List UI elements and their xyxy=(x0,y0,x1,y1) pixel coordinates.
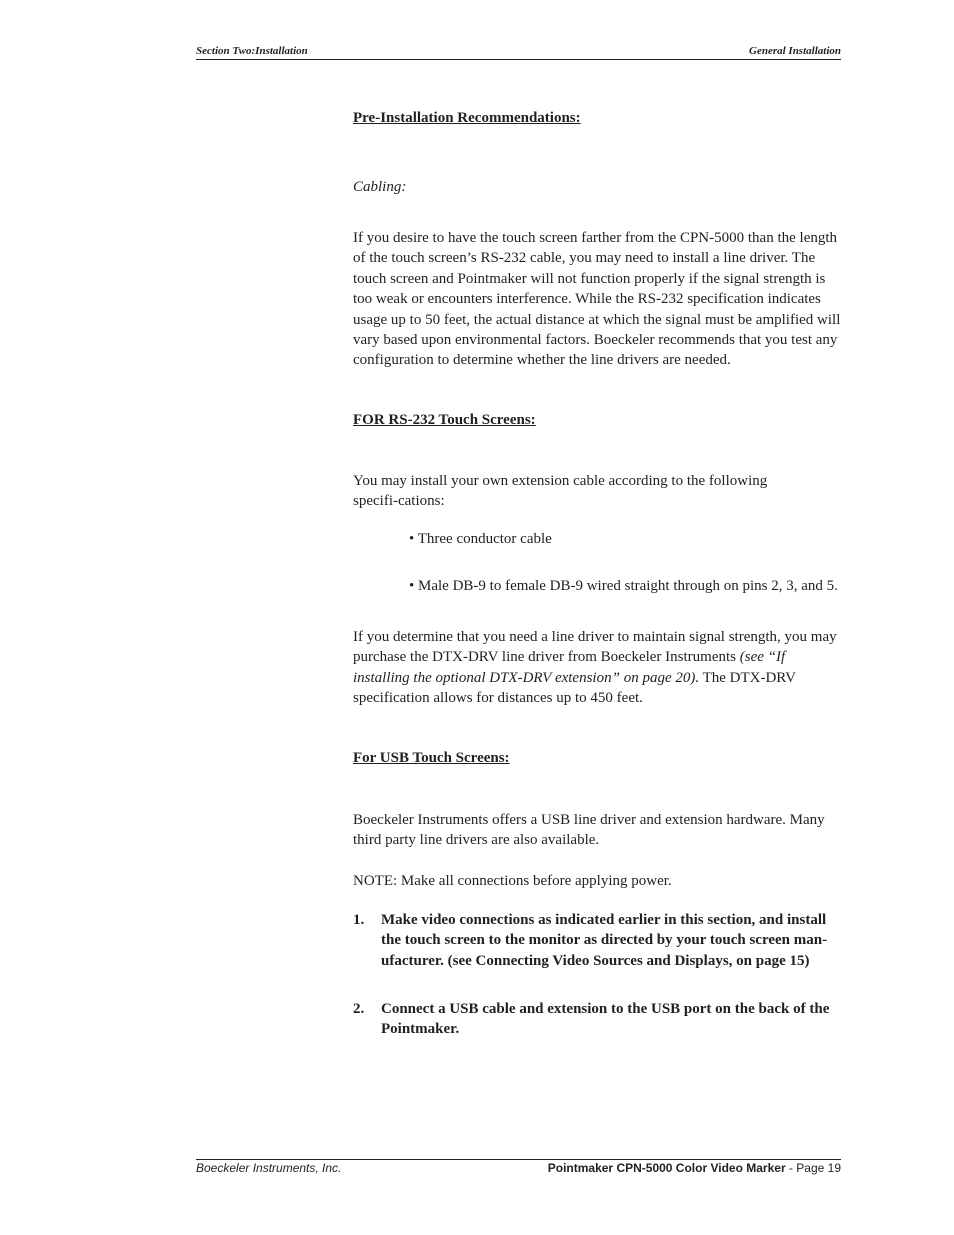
footer-company: Boeckeler Instruments, Inc. xyxy=(196,1161,342,1175)
bullet-item: • Male DB-9 to female DB-9 wired straight through on pins 2, 3, and 5. xyxy=(409,578,838,594)
cross-reference-link[interactable]: (see “If installing the optional DTX-DRV extension” on page 20). xyxy=(353,649,786,686)
footer-product-name: Pointmaker CPN-5000 Color Video Marker xyxy=(547,1161,786,1175)
header-section-title: Section Two:Installation xyxy=(196,45,308,57)
step-number: 2. xyxy=(353,1001,365,1017)
note-text: NOTE: Make all connections before applying power. xyxy=(353,873,672,889)
line-driver-text: If you determine that you need a line driver to maintain signal strength, you may purchase the DTX-DRV line driver from Boeckeler Instruments xyxy=(353,629,837,666)
paragraph-rs232: You may install your own extension cable according to the following specifi-cations: xyxy=(353,473,768,510)
subheading-cabling: Cabling: xyxy=(353,179,407,195)
footer-page-info xyxy=(548,1161,841,1175)
page-footer xyxy=(196,1159,841,1175)
step-text: Connect a USB cable and extension to the USB port on the back of the Pointmaker. xyxy=(381,1001,830,1038)
heading-rs232-touch-screens: FOR RS-232 Touch Screens: xyxy=(353,412,536,428)
page-header xyxy=(196,44,841,60)
heading-usb-touch-screens: For USB Touch Screens: xyxy=(353,750,510,766)
footer-page-number: - Page 19 xyxy=(785,1161,841,1175)
step-item xyxy=(353,910,845,971)
line-driver-text-end: The DTX-DRV specification allows for distances up to 450 feet. xyxy=(353,669,796,707)
paragraph-usb: Boeckeler Instruments offers a USB line driver and extension hardware. Many third party line drivers are also available. xyxy=(353,812,825,849)
paragraph-cabling: If you desire to have the touch screen farther from the CPN-5000 than the length of the touch screen’s RS-232 cable, you may need to install a line driver. The touch screen and Pointmaker will not function properly if the signal strength is too weak or encounters interference. While the RS-232 specification indicates usage up to 50 feet, the actual distance at which the signal must be amplified will vary based upon environmental factors. Boeckeler recommends that you test any configuration to determine whether the line drivers are needed. xyxy=(353,230,841,369)
step-text: Make video connections as indicated earlier in this section, and install the touch screen to the monitor as directed by your touch screen man-ufacturer. (see Connecting Video Sources and Displays, on page 15) xyxy=(381,912,828,969)
header-chapter-title: General Installation xyxy=(749,45,841,57)
step-number: 1. xyxy=(353,912,365,928)
bullet-item: • Three conductor cable xyxy=(409,531,552,547)
step-item xyxy=(353,999,845,1040)
heading-pre-installation: Pre-Installation Recommendations: xyxy=(353,110,581,126)
paragraph-line-driver xyxy=(353,627,843,709)
